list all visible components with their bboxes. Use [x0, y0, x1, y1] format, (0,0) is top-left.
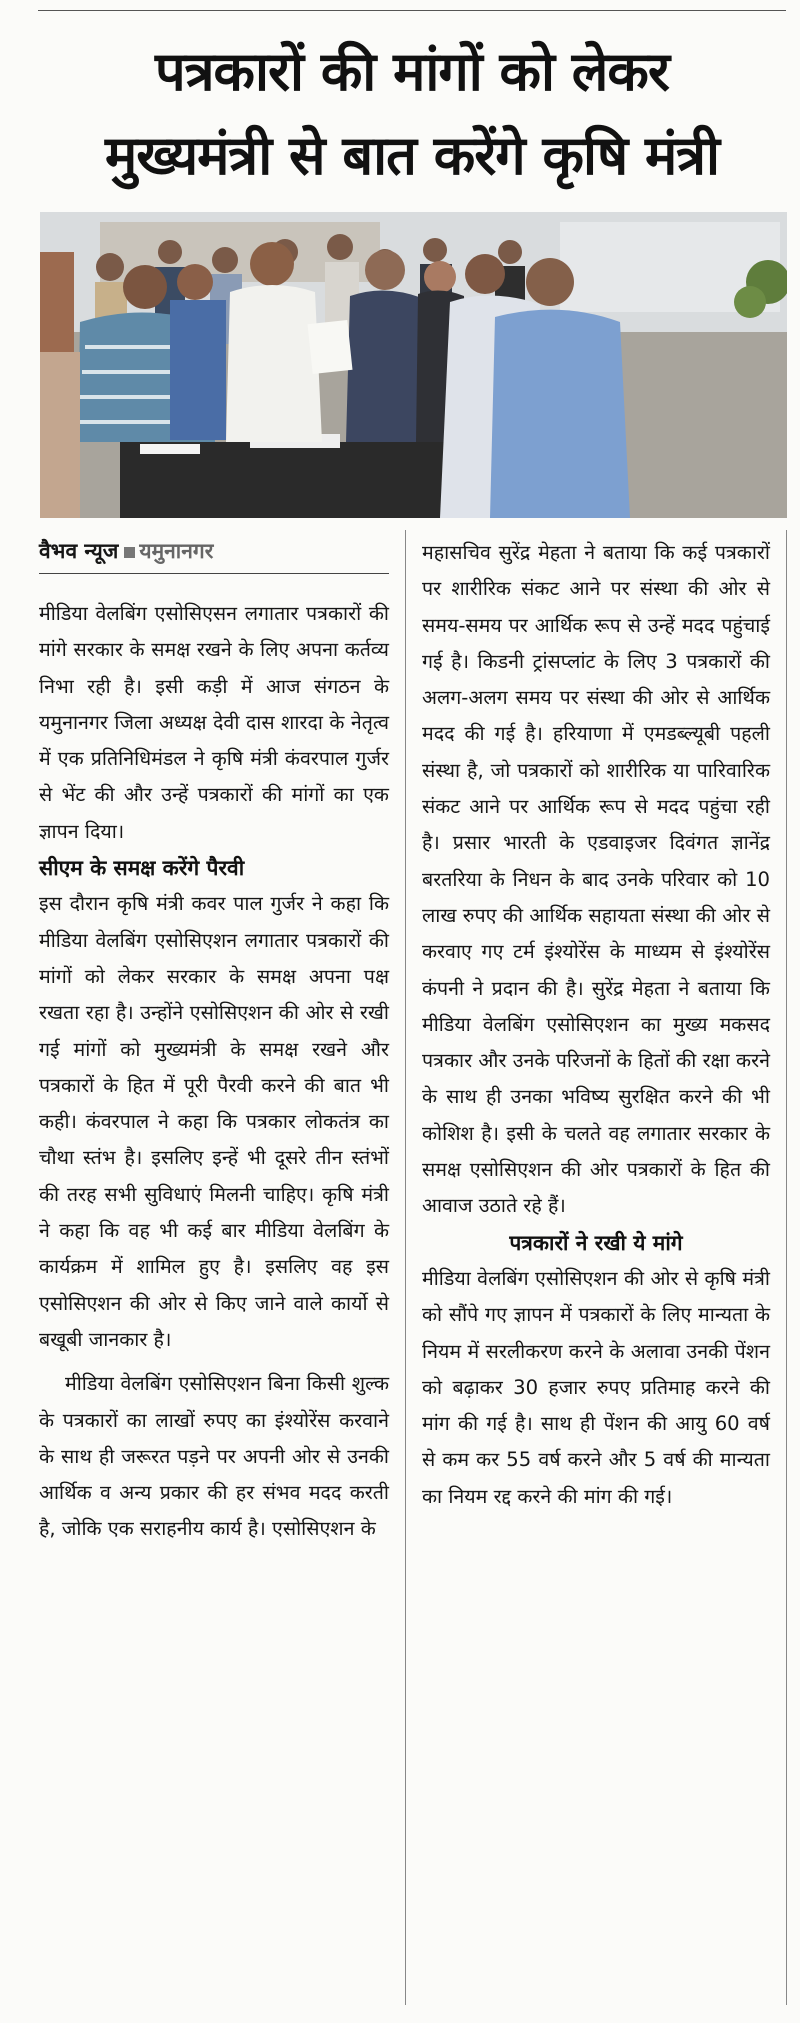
right-subhead: पत्रकारों ने रखी ये मांगे	[509, 1230, 683, 1255]
right-paragraph-2: मीडिया वेलबिंग एसोसिएशन की ओर से कृषि मंत्री को सौंपे गए ज्ञापन में पत्रकारों के लिए मान्यता के नियम में सरलीकरण करने के अलावा उनकी पेंशन को बढ़ाकर 30 हजार रुपए प्रतिमाह करने की मांग की गई है। साथ ही पेंशन की आयु 60 वर्ष से कम कर 55 वर्ष करने और 5 वर्ष की मान्यता का नियम रद्द करने की मांग की गई।	[422, 1266, 770, 1508]
left-subhead: सीएम के समक्ष करेंगे पैरवी	[39, 856, 245, 881]
left-column	[39, 535, 389, 1548]
news-photo	[40, 212, 787, 518]
byline-square-icon	[124, 547, 135, 558]
left-paragraph-2: इस दौरान कृषि मंत्री कवर पाल गुर्जर ने कहा कि मीडिया वेलबिंग एसोसिएशन लगातार पत्रकारों की मांगों को लेकर सरकार के समक्ष अपना पक्ष रखता रहा है। उन्होंने एसोसिएशन की ओर से रखी गई मांगों को मुख्यमंत्री के समक्ष रखने और पत्रकारों के हित में पूरी पैरवी करने की बात भी कही। कंवरपाल ने कहा कि पत्रकार लोकतंत्र का चौथा स्तंभ है। इसलिए इन्हें भी दूसरे तीन स्तंभों की तरह सभी सुविधाएं मिलनी चाहिए। कृषि मंत्री ने कहा कि वह भी कई बार मीडिया वेलबिंग के कार्यक्रम में शामिल हुए है। इसलिए वह इस एसोसिएशन की ओर से किए जाने वाले कार्यो से बखूबी जानकार है।	[39, 892, 389, 1351]
left-paragraph-3: मीडिया वेलबिंग एसोसिएशन बिना किसी शुल्क के पत्रकारों का लाखों रुपए का इंश्योरेंस करवाने के साथ ही जरूरत पड़ने पर अपनी ओर से उनकी आर्थिक व अन्य प्रकार की हर संभव मदद करती है, जोकि एक सराहनीय कार्य है। एसोसिएशन के	[39, 1372, 389, 1541]
right-paragraph-1: महासचिव सुरेंद्र मेहता ने बताया कि कई पत्रकारों पर शारीरिक संकट आने पर संस्था की ओर से समय-समय पर आर्थिक रूप से उन्हें मदद पहुंचाई गई है। किडनी ट्रांसप्लांट के लिए 3 पत्रकारों की अलग-अलग समय पर संस्था की ओर से आर्थिक मदद की गई है। हरियाणा में एमडब्ल्यूबी पहली संस्था है, जो पत्रकारों को शारीरिक या पारिवारिक संकट आने पर आर्थिक रूप से मदद पहुंचा रही है। प्रसार भारती के एडवाइजर दिवंगत ज्ञानेंद्र बरतरिया के निधन के बाद उनके परिवार को 10 लाख रुपए की आर्थिक सहायता संस्था की ओर से करवाए गए टर्म इंश्योरेंस के माध्यम से इंश्योरेंस कंपनी ने प्रदान की है। सुरेंद्र मेहता ने बताया कि मीडिया वेलबिंग एसोसिएशन का मुख्य मकसद पत्रकार और उनके परिजनों के हितों की रक्षा करने के साथ ही उनका भविष्य सुरक्षित करने की भी कोशिश है। इसी के चलते वह लगातार सरकार के समक्ष एसोसिएशन की ओर पत्रकारों के हित की आवाज उठाते रहे हैं।	[422, 541, 770, 1218]
left-paragraph-1: मीडिया वेलबिंग एसोसिएसन लगातार पत्रकारों की मांगे सरकार के समक्ष रखने के लिए अपना कर्तव्य निभा रही है। इसी कड़ी में आज संगठन के यमुनानगर जिला अध्यक्ष देवी दास शारदा के नेतृत्व में एक प्रतिनिधिमंडल ने कृषि मंत्री कंवरपाल गुर्जर से भेंट की और उन्हें पत्रकारों की मांगों का एक ज्ञापन दिया।	[39, 602, 389, 843]
top-rule	[38, 10, 786, 11]
column-divider	[405, 530, 406, 2005]
headline	[38, 30, 786, 198]
byline-place: यमुनानगर	[139, 539, 214, 563]
byline-source: वैभव न्यूज	[39, 539, 119, 563]
right-column	[422, 535, 770, 1515]
headline-line-2: मुख्यमंत्री से बात करेंगे कृषि मंत्री	[104, 124, 720, 187]
byline	[39, 535, 389, 574]
right-border-rule	[786, 530, 787, 2005]
headline-line-1: पत्रकारों की मांगों को लेकर	[155, 40, 669, 103]
